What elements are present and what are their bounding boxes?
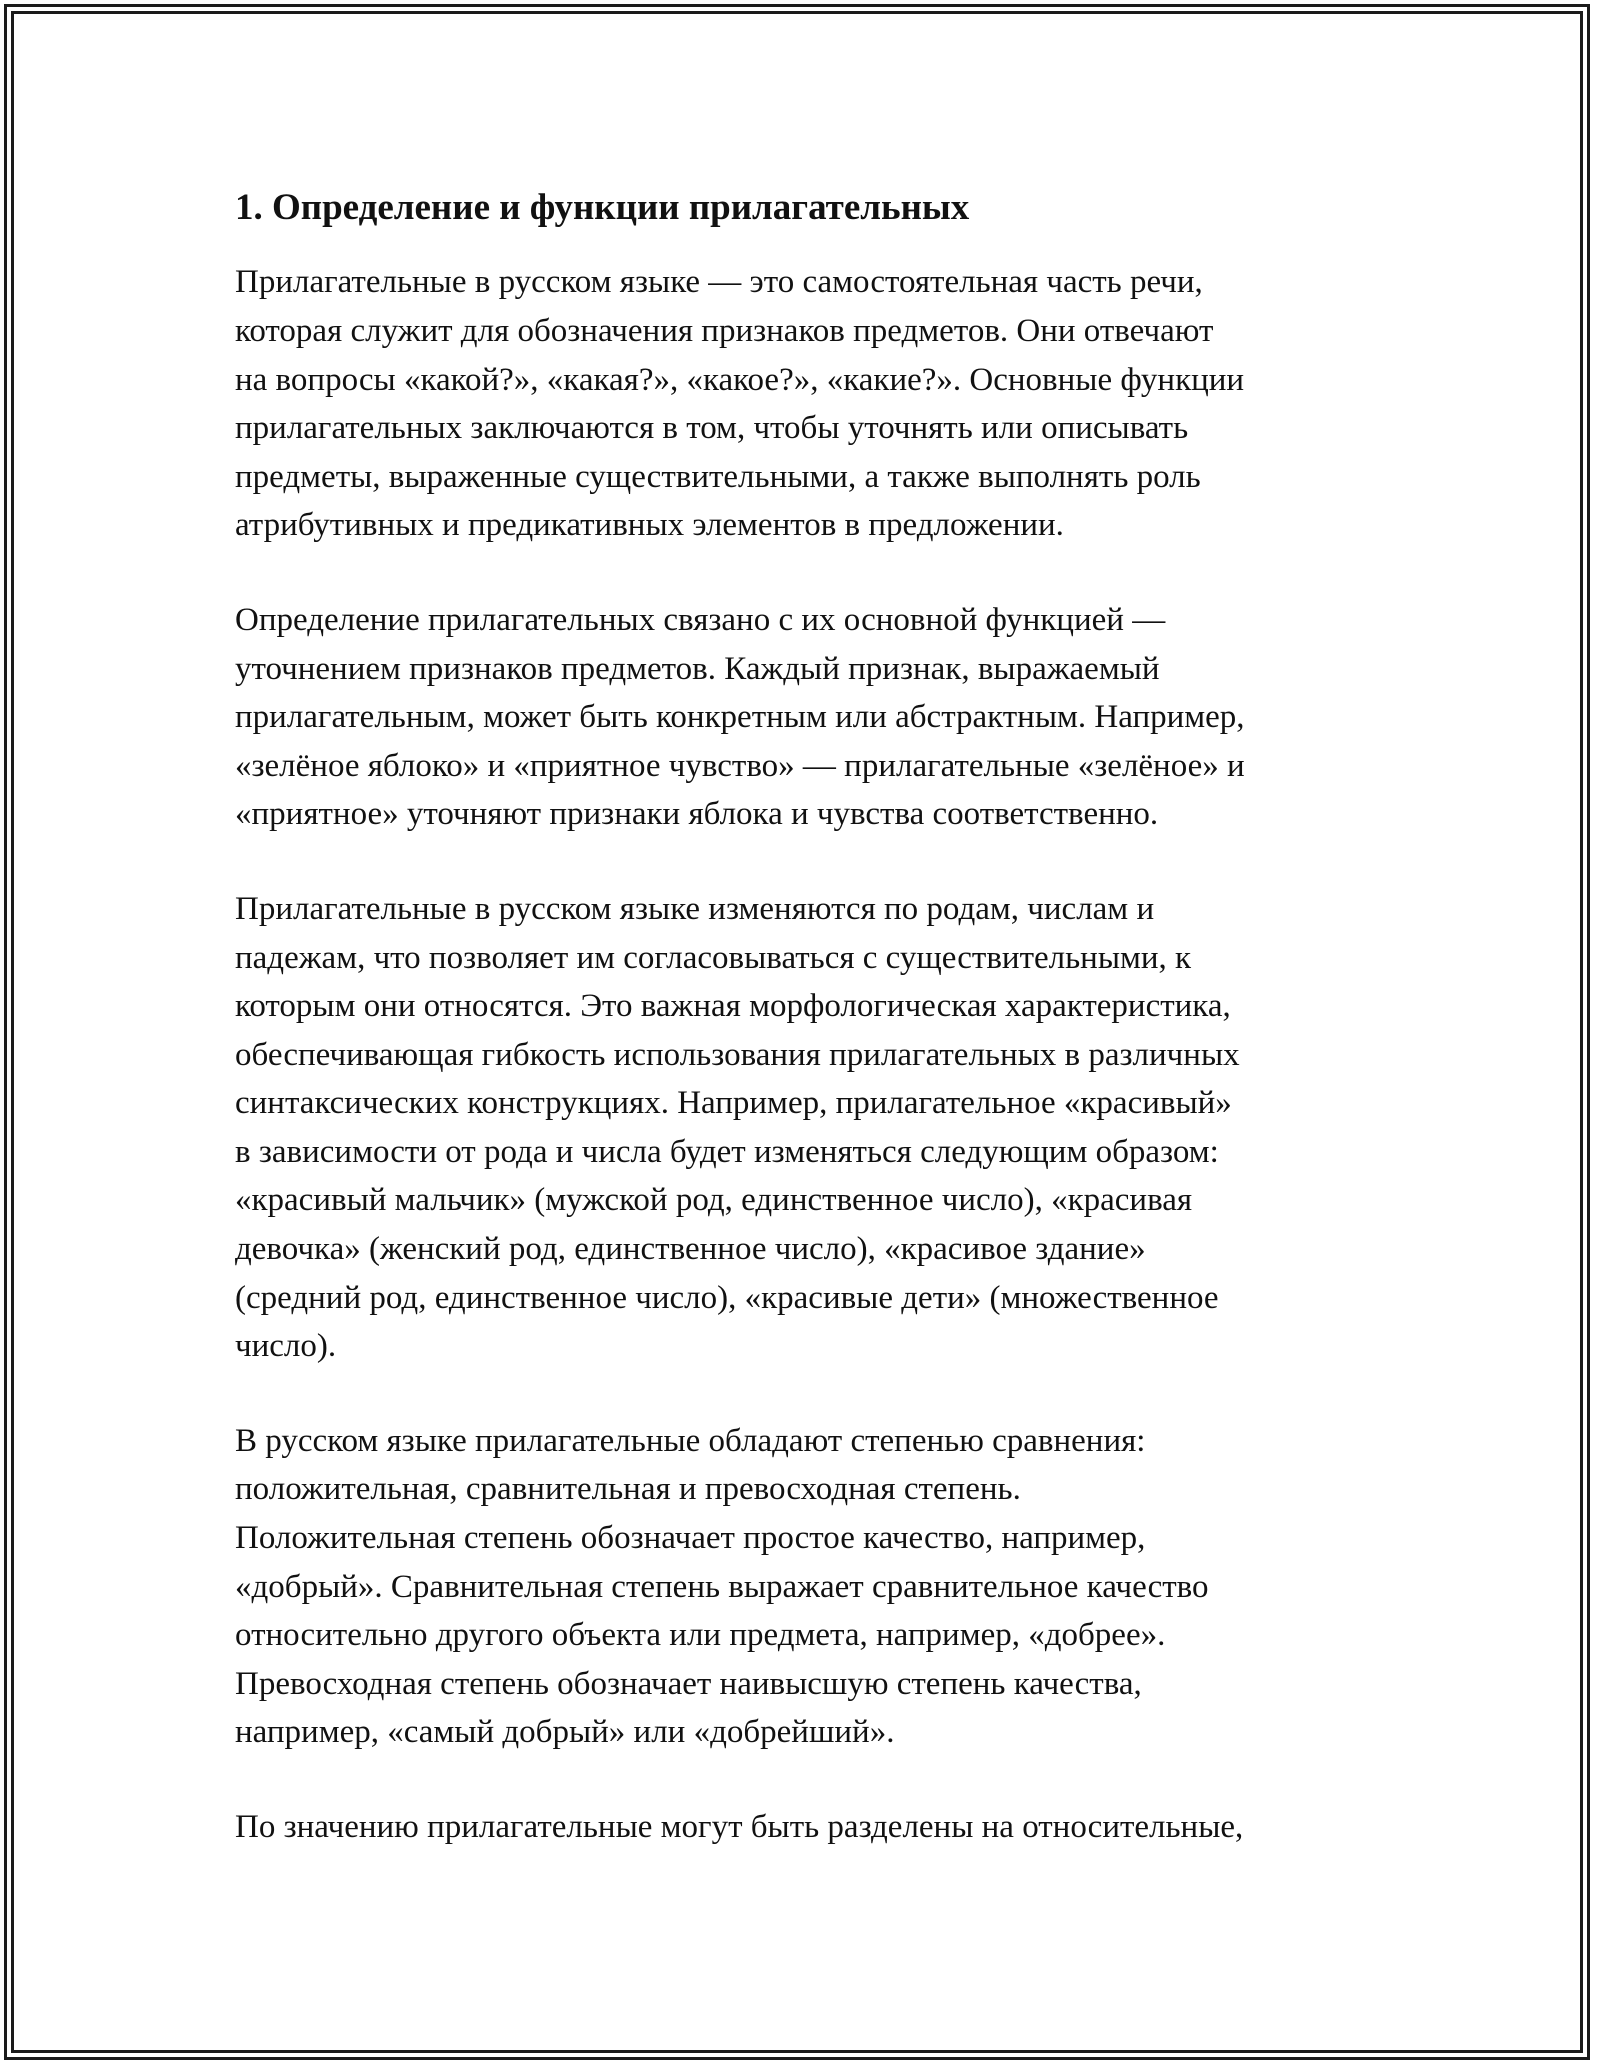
paragraph-inflection: Прилагательные в русском языке изменяются по родам, числам и падежам, что позволяет им согласовываться с существительными, к которым они относятся. Это важная морфологическая характеристика, обеспечивающая гибкость использования прилагательных в различных синтаксических конструкциях. Например, прилагательное «красивый» в зависимости от рода и числа будет изменяться следующим образом: «красивый мальчик» (мужской род, единственное число), «красивая девочка» (женский род, единственное число), «красивое здание» (средний род, единственное число), «красивые дети» (множественное число). xyxy=(235,890,1240,1365)
paragraph-definition: Прилагательные в русском языке — это самостоятельная часть речи, которая служит для обозначения признаков предметов. Они отвечают на вопросы «какой?», «какая?», «какое?», «какие?». Основные функции прилагательных заключаются в том, чтобы уточнять или описывать предметы, выраженные существительными, а также выполнять роль атрибутивных и предикативных элементов в предложении. xyxy=(235,264,1245,544)
paragraph-comparison: В русском языке прилагательные обладают степенью сравнения: положительная, сравнительная и превосходная степень. Положительная степень обозначает простое качество, например, «добрый». Сравнительная степень выражает сравнительное качество относительно другого объекта или предмета, например, «добрее». Превосходная степень обозначает наивысшую степень качества, например, «самый добрый» или «добрейший». xyxy=(235,1422,1209,1751)
document-page xyxy=(235,186,1380,1898)
section-heading: 1. Определение и функции прилагательных xyxy=(235,187,970,228)
paragraph-meaning: По значению прилагательные могут быть разделены на относительные, xyxy=(235,1809,1244,1846)
paragraph-attributes: Определение прилагательных связано с их основной функцией — уточнением признаков предметов. Каждый признак, выражаемый прилагательным, может быть конкретным или абстрактным. Например, «зелёное яблоко» и «приятное чувство» — прилагательные «зелёное» и «приятное» уточняют признаки яблока и чувства соответственно. xyxy=(235,601,1245,833)
